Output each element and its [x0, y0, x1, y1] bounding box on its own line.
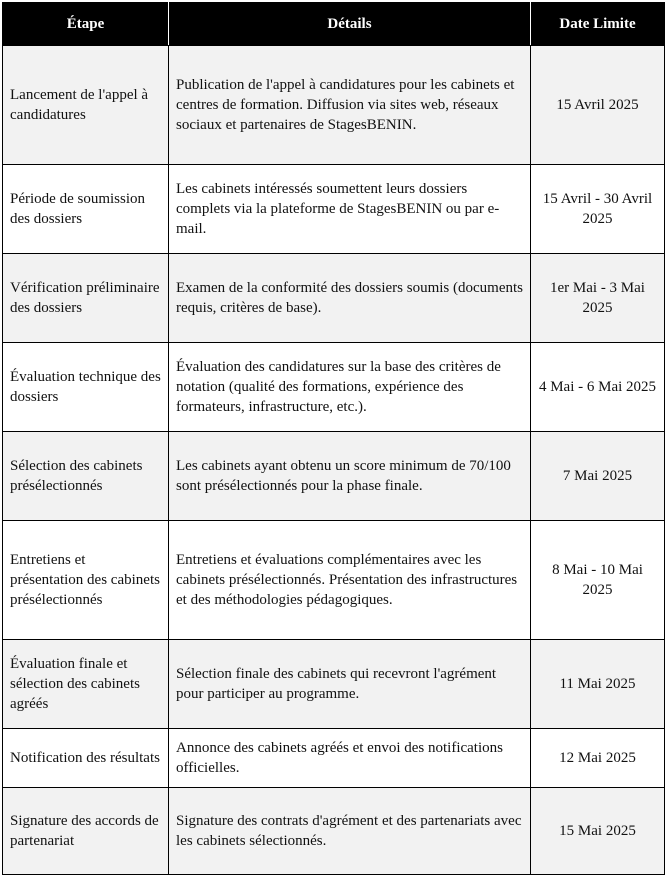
header-step: Étape [3, 3, 169, 46]
header-row [3, 3, 665, 46]
table-row [3, 46, 665, 165]
deadline-cell: 15 Avril 2025 [531, 46, 665, 165]
header-details: Détails [169, 3, 531, 46]
table-row [3, 640, 665, 729]
step-cell: Lancement de l'appel à candidatures [3, 46, 169, 165]
table-row [3, 165, 665, 254]
details-cell: Évaluation des candidatures sur la base des critères de notation (qualité des formations, expérience des formateurs, infrastructure, etc.). [169, 343, 531, 432]
deadline-cell: 8 Mai - 10 Mai 2025 [531, 521, 665, 640]
details-cell: Les cabinets ayant obtenu un score minimum de 70/100 sont présélectionnés pour la phase finale. [169, 432, 531, 521]
table-row [3, 343, 665, 432]
deadline-cell: 15 Mai 2025 [531, 788, 665, 875]
table-row [3, 432, 665, 521]
details-cell: Signature des contrats d'agrément et des partenariats avec les cabinets sélectionnés. [169, 788, 531, 875]
table-row [3, 729, 665, 788]
table-row [3, 788, 665, 875]
step-cell: Évaluation finale et sélection des cabinets agréés [3, 640, 169, 729]
deadline-cell: 12 Mai 2025 [531, 729, 665, 788]
step-cell: Notification des résultats [3, 729, 169, 788]
step-cell: Entretiens et présentation des cabinets présélectionnés [3, 521, 169, 640]
schedule-table [2, 2, 665, 875]
deadline-cell: 7 Mai 2025 [531, 432, 665, 521]
deadline-cell: 11 Mai 2025 [531, 640, 665, 729]
deadline-cell: 4 Mai - 6 Mai 2025 [531, 343, 665, 432]
details-cell: Les cabinets intéressés soumettent leurs dossiers complets via la plateforme de StagesBENIN ou par e-mail. [169, 165, 531, 254]
table-body [3, 46, 665, 875]
table-row [3, 254, 665, 343]
header-deadline: Date Limite [531, 3, 665, 46]
details-cell: Publication de l'appel à candidatures pour les cabinets et centres de formation. Diffusion via sites web, réseaux sociaux et partenaires de StagesBENIN. [169, 46, 531, 165]
deadline-cell: 1er Mai - 3 Mai 2025 [531, 254, 665, 343]
table-header [3, 3, 665, 46]
step-cell: Signature des accords de partenariat [3, 788, 169, 875]
details-cell: Sélection finale des cabinets qui recevront l'agrément pour participer au programme. [169, 640, 531, 729]
deadline-cell: 15 Avril - 30 Avril 2025 [531, 165, 665, 254]
step-cell: Vérification préliminaire des dossiers [3, 254, 169, 343]
step-cell: Période de soumission des dossiers [3, 165, 169, 254]
details-cell: Examen de la conformité des dossiers soumis (documents requis, critères de base). [169, 254, 531, 343]
step-cell: Évaluation technique des dossiers [3, 343, 169, 432]
step-cell: Sélection des cabinets présélectionnés [3, 432, 169, 521]
details-cell: Entretiens et évaluations complémentaires avec les cabinets présélectionnés. Présentation des infrastructures et des méthodologies pédagogiques. [169, 521, 531, 640]
details-cell: Annonce des cabinets agréés et envoi des notifications officielles. [169, 729, 531, 788]
table-row [3, 521, 665, 640]
